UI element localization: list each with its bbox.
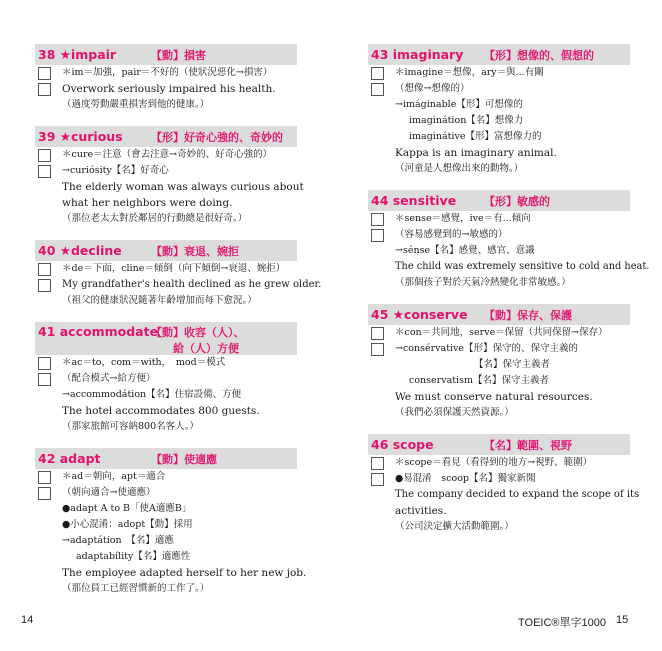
entry-line: ＊imagine＝想像，ary＝與...有關 bbox=[368, 65, 630, 81]
entry-line: （公司決定擴大活動範圍。） bbox=[395, 521, 514, 532]
entry-header bbox=[35, 240, 297, 261]
entry-line: →consérvative【形】保守的、保守主義的 bbox=[368, 341, 630, 357]
checkbox[interactable] bbox=[38, 165, 51, 178]
entry-line: The company decided to expand the scope of its bbox=[395, 489, 640, 500]
entry-line: The child was extremely sensitive to cold and heat. bbox=[395, 261, 650, 272]
headword: 39 ★curious bbox=[38, 129, 123, 144]
entry-line: →curiósity【名】好奇心 bbox=[35, 163, 297, 179]
headword: 41 accommodate bbox=[38, 324, 159, 339]
entry-line: The hotel accommodates 800 guests. bbox=[62, 405, 260, 417]
headword: 40 ★decline bbox=[38, 243, 122, 258]
left-column bbox=[35, 44, 322, 610]
checkbox[interactable] bbox=[38, 471, 51, 484]
vocab-entry-sensitive bbox=[368, 190, 650, 291]
entry-line: （那個孩子對於天氣冷熱變化非常敏感。） bbox=[395, 277, 571, 288]
part-of-speech: 【動】 bbox=[484, 308, 517, 322]
entry-line: （那位員工已經習慣新的工作了。） bbox=[62, 583, 210, 594]
entry-line: The employee adapted herself to her new job. bbox=[62, 567, 307, 579]
headword: 44 sensitive bbox=[371, 193, 457, 208]
translation-block bbox=[151, 324, 245, 356]
entry-line: ＊im＝加強，pair＝不好的（使狀況惡化→損害） bbox=[35, 65, 297, 81]
entry-line: ＊ad＝朝向，apt＝適合 bbox=[35, 469, 297, 485]
entry-line: activities. bbox=[395, 505, 447, 517]
part-of-speech: 【動】 bbox=[151, 244, 184, 258]
entry-header bbox=[35, 126, 297, 147]
checkbox[interactable] bbox=[38, 67, 51, 80]
entry-line: ＊scope＝看見（看得到的地方→視野、範圍） bbox=[368, 455, 630, 471]
entry-line: （朝向適合→使適應） bbox=[35, 485, 297, 501]
vocab-entry-impair bbox=[35, 44, 297, 113]
entry-line: ●adapt A to B「使A適應B」 bbox=[62, 503, 192, 514]
entry-line: My grandfather's health declined as he grew older. bbox=[35, 277, 297, 293]
checkbox[interactable] bbox=[38, 149, 51, 162]
vocab-entry-imaginary bbox=[368, 44, 630, 177]
part-of-speech: 【形】 bbox=[151, 130, 184, 144]
translation: 範圍、視野 bbox=[517, 438, 572, 452]
part-of-speech: 【動】 bbox=[151, 326, 184, 339]
checkbox[interactable] bbox=[371, 327, 384, 340]
checkbox[interactable] bbox=[371, 229, 384, 242]
checkbox[interactable] bbox=[371, 343, 384, 356]
right-column bbox=[368, 44, 650, 548]
entry-line: Overwork seriously impaired his health. bbox=[35, 81, 297, 97]
headword: 46 scope bbox=[371, 437, 434, 452]
entry-line: adaptabílity【名】適應性 bbox=[76, 551, 191, 562]
entry-line: （那位老太太對於鄰居的行動總是很好奇。） bbox=[62, 213, 248, 224]
vocab-entry-decline bbox=[35, 240, 322, 309]
checkbox[interactable] bbox=[38, 279, 51, 292]
entry-line: （我們必須保護天然資源。） bbox=[395, 407, 514, 418]
headword: 43 imaginary bbox=[371, 47, 464, 62]
checkbox[interactable] bbox=[371, 213, 384, 226]
translation: 衰退、婉拒 bbox=[184, 244, 239, 258]
part-of-speech: 【動】 bbox=[151, 452, 184, 466]
entry-header bbox=[368, 190, 630, 211]
entry-line: 【名】保守主義者 bbox=[474, 359, 551, 370]
vocab-entry-conserve bbox=[368, 304, 630, 421]
headword: 45 ★conserve bbox=[371, 307, 468, 322]
entry-header bbox=[35, 322, 297, 355]
entry-line: →imáginable【形】可想像的 bbox=[395, 99, 523, 110]
checkbox[interactable] bbox=[38, 83, 51, 96]
translation: 保存、保護 bbox=[517, 308, 572, 322]
book-title: TOEIC®單字1000 bbox=[518, 617, 606, 629]
checkbox[interactable] bbox=[371, 473, 384, 486]
translation: 想像的、假想的 bbox=[517, 48, 594, 62]
part-of-speech: 【動】 bbox=[151, 48, 184, 62]
entry-line: →accommodátion【名】住宿設備、方便 bbox=[62, 389, 242, 400]
translation: 收容（人）、 bbox=[184, 326, 245, 339]
entry-line: （那家旅館可容納800名客人。） bbox=[62, 421, 199, 432]
entry-line: ●易混淆 scoop【名】獨家新聞 bbox=[368, 471, 630, 487]
entry-line: （想像→想像的） bbox=[368, 81, 630, 97]
entry-line: ＊de＝下面，cline＝傾倒（向下傾倒→衰退、婉拒） bbox=[35, 261, 297, 277]
entry-line: The elderly woman was always curious about bbox=[62, 181, 304, 193]
entry-line: conservatism【名】保守主義者 bbox=[409, 375, 549, 386]
vocab-entry-adapt bbox=[35, 448, 307, 597]
checkbox[interactable] bbox=[38, 357, 51, 370]
vocab-entry-scope bbox=[368, 434, 640, 535]
page-number-right: 15 bbox=[616, 614, 629, 626]
translation: 敏感的 bbox=[517, 194, 550, 208]
checkbox[interactable] bbox=[38, 263, 51, 276]
entry-line: Kappa is an imaginary animal. bbox=[395, 147, 557, 159]
part-of-speech: 【名】 bbox=[484, 438, 517, 452]
entry-line: imaginátive【形】富想像力的 bbox=[409, 131, 542, 142]
entry-header bbox=[368, 304, 630, 325]
translation: 損害 bbox=[184, 48, 206, 62]
vocab-entry-accommodate bbox=[35, 322, 297, 435]
entry-line: ●小心混淆：adopt【動】採用 bbox=[62, 519, 193, 530]
part-of-speech: 【形】 bbox=[484, 48, 517, 62]
translation: 好奇心強的、奇妙的 bbox=[184, 130, 283, 144]
entry-header bbox=[368, 434, 630, 455]
entry-line: （河童是人想像出來的動物。） bbox=[395, 163, 524, 174]
entry-line: ＊ac＝to，com＝with， mod＝模式 bbox=[35, 355, 297, 371]
translation-continued: 給（人）方便 bbox=[173, 342, 239, 355]
entry-line: ＊con＝共同地，serve＝保留（共同保留→保存） bbox=[368, 325, 630, 341]
checkbox[interactable] bbox=[371, 67, 384, 80]
entry-line: We must conserve natural resources. bbox=[395, 391, 593, 403]
entry-line: →adaptátion 【名】適應 bbox=[62, 535, 174, 546]
entry-header bbox=[35, 44, 297, 65]
translation: 使適應 bbox=[184, 452, 217, 466]
checkbox[interactable] bbox=[371, 83, 384, 96]
vocab-entry-curious bbox=[35, 126, 304, 227]
headword: 42 adapt bbox=[38, 451, 101, 466]
entry-header bbox=[368, 44, 630, 65]
checkbox[interactable] bbox=[371, 457, 384, 470]
entry-line: →sénse【名】感覺、感官、意識 bbox=[395, 245, 535, 256]
part-of-speech: 【形】 bbox=[484, 194, 517, 208]
entry-line: （過度勞動嚴重損害到他的健康。） bbox=[62, 99, 210, 110]
page-number-left: 14 bbox=[21, 614, 34, 626]
entry-line: （祖父的健康狀況隨著年齡增加而每下愈況。） bbox=[62, 295, 257, 306]
entry-line: ＊sense＝感覺，ive＝有...傾向 bbox=[368, 211, 630, 227]
entry-line: imaginátion【名】想像力 bbox=[409, 115, 524, 126]
checkbox[interactable] bbox=[38, 487, 51, 500]
entry-header bbox=[35, 448, 297, 469]
entry-line: （容易感覺到的→敏感的） bbox=[368, 227, 630, 243]
headword: 38 ★impair bbox=[38, 47, 117, 62]
entry-line: （配合模式→給方便） bbox=[35, 371, 297, 387]
entry-line: what her neighbors were doing. bbox=[62, 197, 233, 209]
entry-line: ＊cure＝注意（會去注意→奇妙的、好奇心強的） bbox=[35, 147, 297, 163]
checkbox[interactable] bbox=[38, 373, 51, 386]
